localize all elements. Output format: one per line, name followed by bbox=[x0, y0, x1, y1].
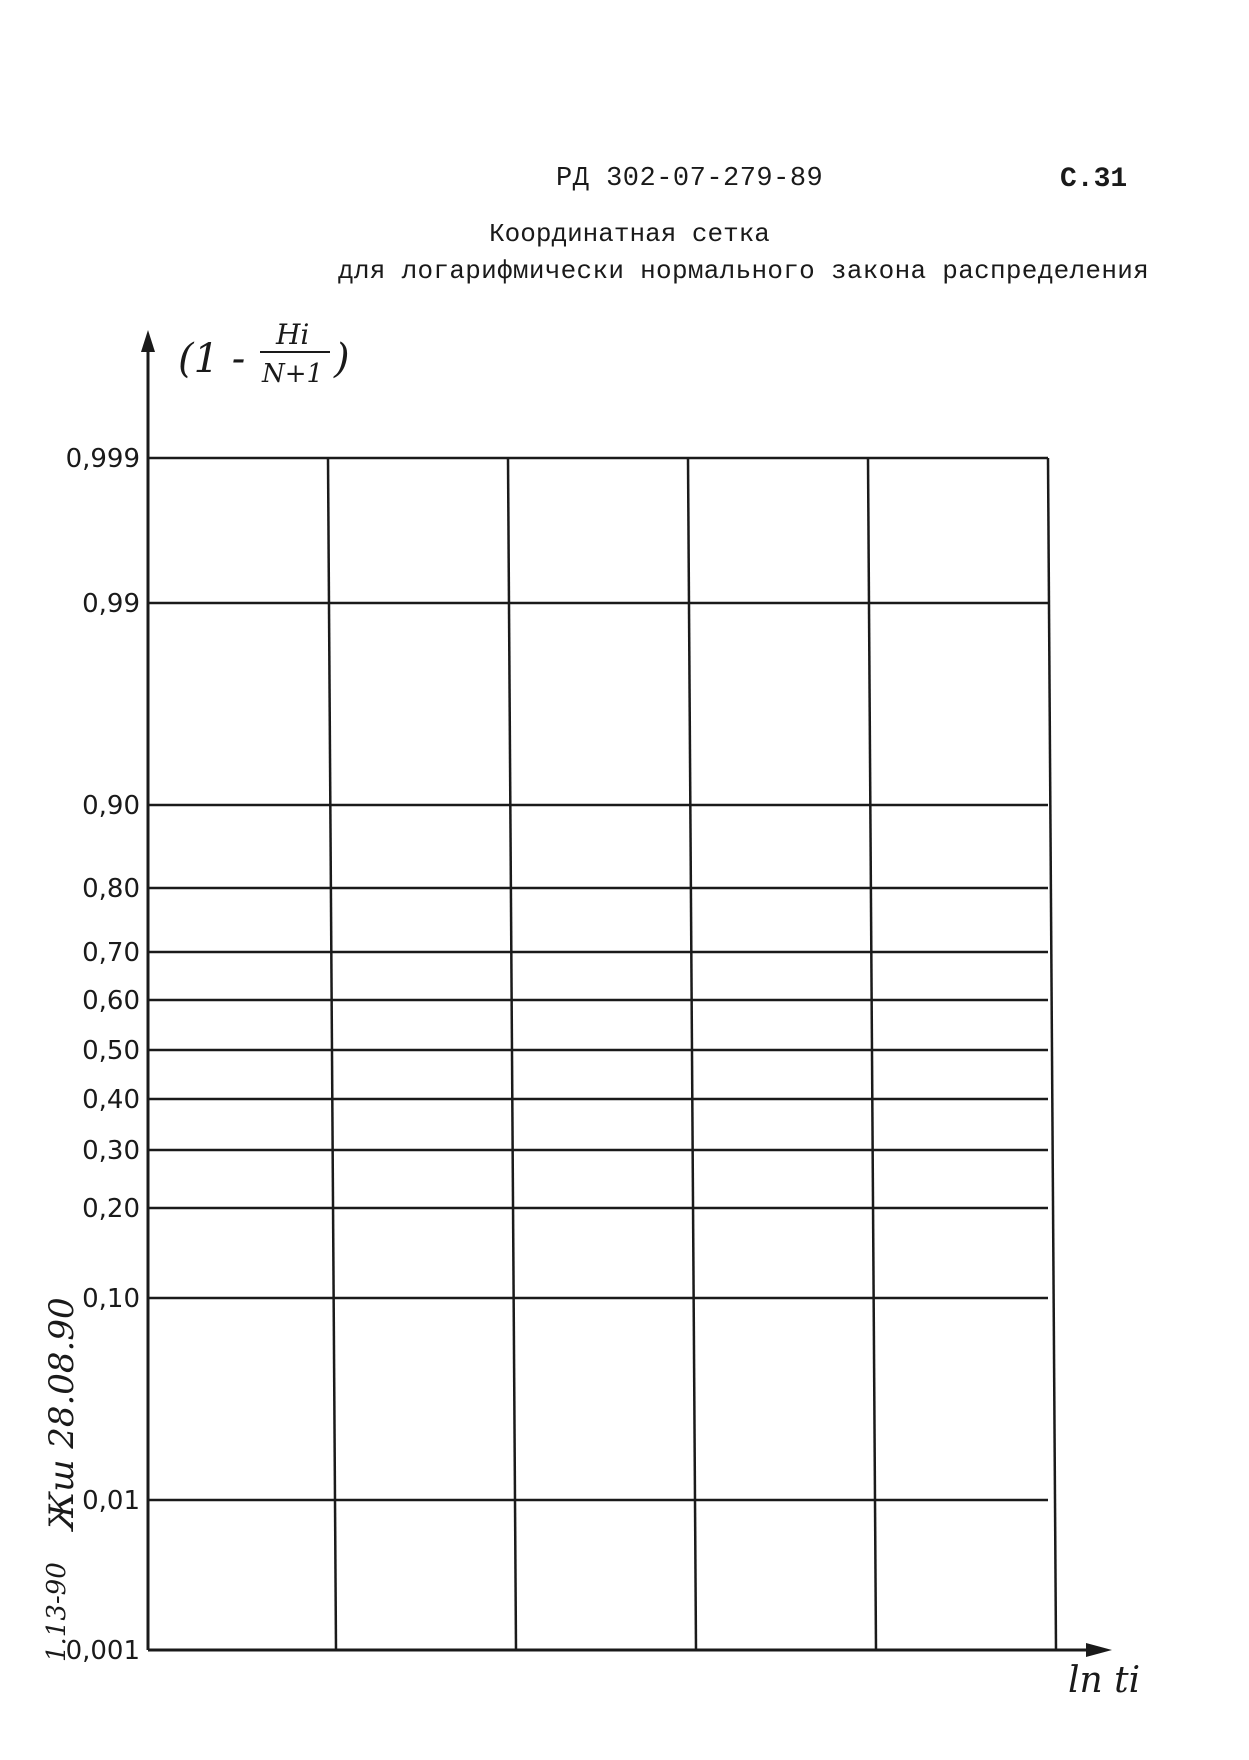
y-axis-title-denominator: N+1 bbox=[262, 359, 324, 389]
y-tick-label: 0,40 bbox=[82, 1085, 140, 1115]
page-subtitle: для логарифмически нормального закона распределения bbox=[338, 256, 1150, 286]
document-code: РД 302-07-279-89 bbox=[556, 164, 824, 194]
grid-column-line bbox=[688, 458, 696, 1650]
grid-column-line bbox=[508, 458, 516, 1650]
x-axis-title: ln ti bbox=[1068, 1660, 1141, 1701]
y-tick-label: 0,01 bbox=[82, 1486, 140, 1516]
y-axis-title-suffix: ) bbox=[334, 336, 350, 382]
y-tick-label: 0,999 bbox=[65, 444, 140, 474]
y-tick-label: 0,20 bbox=[82, 1194, 140, 1224]
y-tick-label: 0,50 bbox=[82, 1036, 140, 1066]
grid-lines bbox=[148, 458, 1056, 1650]
x-axis-arrow-icon bbox=[1086, 1643, 1112, 1657]
grid-column-line bbox=[328, 458, 336, 1650]
page-number: С.31 bbox=[1060, 164, 1128, 195]
y-axis-title-prefix: (1 - bbox=[178, 336, 246, 382]
margin-inventory-note: 1.13-90 bbox=[42, 1562, 72, 1662]
y-tick-label: 0,60 bbox=[82, 986, 140, 1016]
y-axis-arrow-icon bbox=[141, 330, 155, 352]
grid-column-line bbox=[868, 458, 876, 1650]
margin-signature-date: Жш 28.08.90 bbox=[42, 1297, 82, 1530]
y-tick-label: 0,001 bbox=[65, 1636, 140, 1666]
y-tick-label: 0,70 bbox=[82, 938, 140, 968]
y-tick-label: 0,10 bbox=[82, 1284, 140, 1314]
y-tick-label: 0,80 bbox=[82, 874, 140, 904]
y-tick-label: 0,90 bbox=[82, 791, 140, 821]
y-tick-label: 0,30 bbox=[82, 1136, 140, 1166]
grid-column-line bbox=[1048, 458, 1056, 1650]
y-tick-label: 0,99 bbox=[82, 589, 140, 619]
y-axis-title-numerator: Hi bbox=[276, 318, 310, 351]
page-title: Координатная сетка bbox=[489, 219, 770, 249]
